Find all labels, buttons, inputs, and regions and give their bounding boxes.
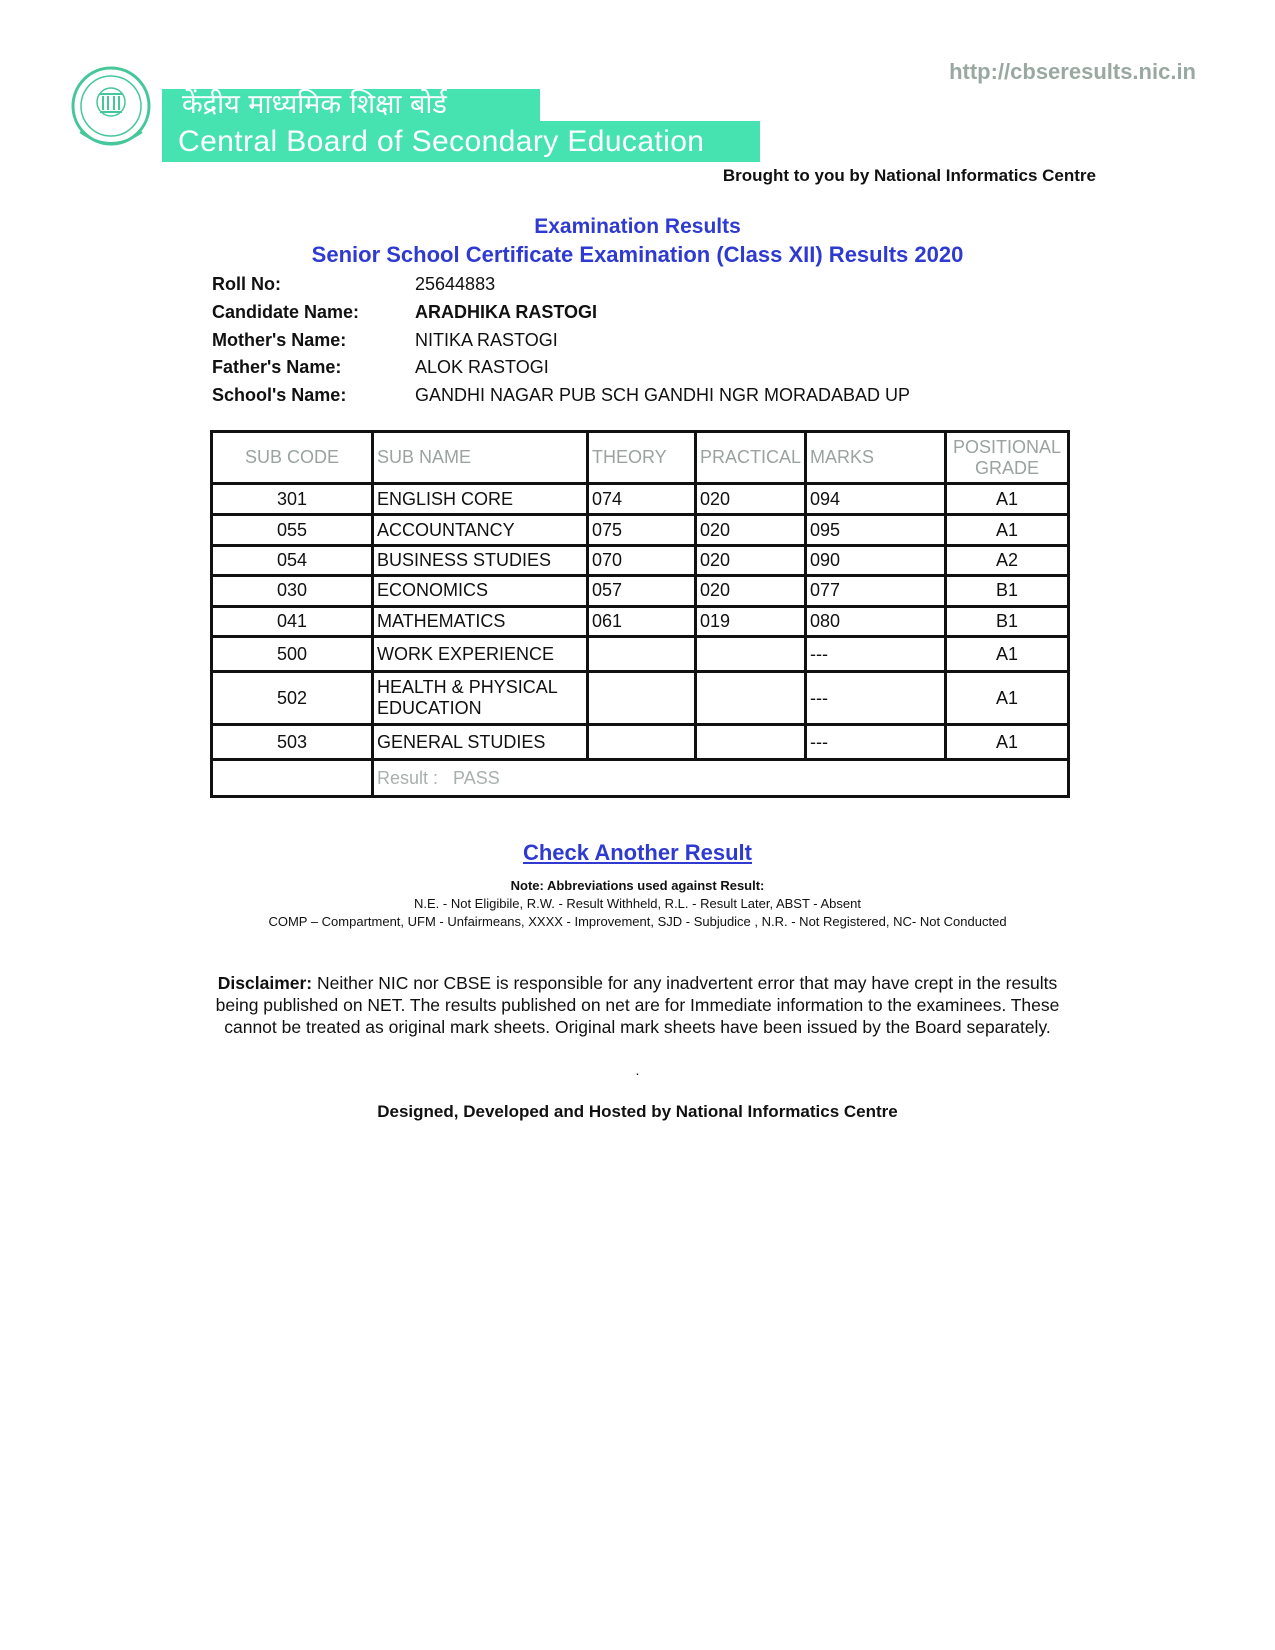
table-row [212,606,1069,636]
mother-name-value: NITIKA RASTOGI [415,330,558,350]
note-line-1: N.E. - Not Eligibile, R.W. - Result Withheld, R.L. - Result Later, ABST - Absent [414,896,861,911]
marks-cell: --- [806,636,946,671]
table-row [212,515,1069,545]
site-url[interactable]: http://cbseresults.nic.in [949,59,1196,84]
result-cell [373,760,1069,797]
header-marks: MARKS [806,432,946,484]
sub-name-cell: BUSINESS STUDIES [373,545,588,575]
exam-title: Senior School Certificate Examination (Class XII) Results 2020 [311,242,964,267]
result-label: Result : [377,767,439,788]
sub-code-cell: 055 [212,515,373,545]
theory-cell [588,636,696,671]
theory-cell: 075 [588,515,696,545]
practical-cell: 020 [696,545,806,575]
sub-code-cell: 503 [212,725,373,760]
sub-code-cell: 500 [212,636,373,671]
father-name-label: Father's Name: [212,357,342,377]
grade-cell: A1 [946,672,1069,725]
theory-cell [588,672,696,725]
table-row [212,545,1069,575]
marks-cell: 094 [806,484,946,515]
check-another-container [0,840,1275,866]
table-header-row [212,432,1069,484]
marks-cell: 090 [806,545,946,575]
practical-cell: 020 [696,484,806,515]
header-grade-line2: GRADE [974,457,1039,478]
sub-name-cell: ENGLISH CORE [373,484,588,515]
disclaimer-text: Neither NIC nor CBSE is responsible for any inadvertent error that may have crept in the results being published on NET. The results published on net are for Immediate information to the examinees. These cannot be treated as original mark sheets. Original mark sheets have been issued by the Board separately. [215,973,1060,1037]
brought-by-text: Brought to you by National Informatics Centre [722,166,1096,185]
sub-code-cell: 301 [212,484,373,515]
footer-designed-by: Designed, Developed and Hosted by National Informatics Centre [377,1102,898,1121]
header-grade-line1: POSITIONAL [952,436,1062,457]
practical-cell [696,636,806,671]
table-row [212,484,1069,515]
sub-name-cell: MATHEMATICS [373,606,588,636]
practical-cell [696,672,806,725]
marks-cell: --- [806,725,946,760]
header-sub-code: SUB CODE [212,432,373,484]
brand-name-hindi: केंद्रीय माध्यमिक शिक्षा बोर्ड [162,89,540,121]
result-empty-cell [212,760,373,797]
practical-cell: 020 [696,515,806,545]
roll-label: Roll No: [212,274,281,294]
theory-cell [588,725,696,760]
marks-cell: --- [806,672,946,725]
disclaimer-label: Disclaimer: [217,973,313,993]
table-row [212,672,1069,725]
result-row [212,760,1069,797]
table-row [212,636,1069,671]
school-name-value: GANDHI NAGAR PUB SCH GANDHI NGR MORADABAD UP [415,385,911,405]
note-heading: Note: Abbreviations used against Result: [510,878,765,893]
grade-cell: A1 [946,636,1069,671]
theory-cell: 057 [588,576,696,606]
header-positional-grade [946,432,1069,484]
header-sub-name: SUB NAME [373,432,588,484]
theory-cell: 061 [588,606,696,636]
sub-code-cell: 041 [212,606,373,636]
sub-name-cell: GENERAL STUDIES [373,725,588,760]
marks-cell: 077 [806,576,946,606]
grade-cell: B1 [946,606,1069,636]
grade-cell: A1 [946,515,1069,545]
theory-cell: 074 [588,484,696,515]
separator-dot: . [635,1062,640,1078]
sub-name-cell: ECONOMICS [373,576,588,606]
grade-cell: A1 [946,484,1069,515]
sub-code-cell: 054 [212,545,373,575]
check-another-result-link[interactable]: Check Another Result [522,840,752,865]
mother-name-label: Mother's Name: [212,330,347,350]
sub-code-cell: 030 [212,576,373,606]
father-name-value: ALOK RASTOGI [415,357,549,377]
header-theory: THEORY [588,432,696,484]
note-line-2: COMP – Compartment, UFM - Unfairmeans, XXXX - Improvement, SJD - Subjudice , N.R. - Not Registered, NC- Not Conducted [268,914,1007,929]
marks-cell: 095 [806,515,946,545]
roll-value: 25644883 [415,274,496,294]
sub-name-cell: ACCOUNTANCY [373,515,588,545]
candidate-name-label: Candidate Name: [212,302,360,322]
marks-cell: 080 [806,606,946,636]
cbse-logo-emblem [70,62,152,156]
grade-cell: A2 [946,545,1069,575]
practical-cell: 019 [696,606,806,636]
header-practical: PRACTICAL [696,432,806,484]
result-value: PASS [453,767,500,788]
brand-name-english: Central Board of Secondary Education [162,121,760,162]
grade-cell: B1 [946,576,1069,606]
table-row [212,725,1069,760]
sub-name-cell: WORK EXPERIENCE [373,636,588,671]
practical-cell: 020 [696,576,806,606]
sub-code-cell: 502 [212,672,373,725]
page-title: Examination Results [534,215,741,238]
candidate-name-value: ARADHIKA RASTOGI [415,302,598,322]
sub-name-cell: HEALTH & PHYSICAL EDUCATION [373,672,588,725]
marks-table [210,430,1070,798]
practical-cell [696,725,806,760]
school-name-label: School's Name: [212,385,347,405]
disclaimer [210,972,1065,1038]
theory-cell: 070 [588,545,696,575]
table-row [212,576,1069,606]
grade-cell: A1 [946,725,1069,760]
